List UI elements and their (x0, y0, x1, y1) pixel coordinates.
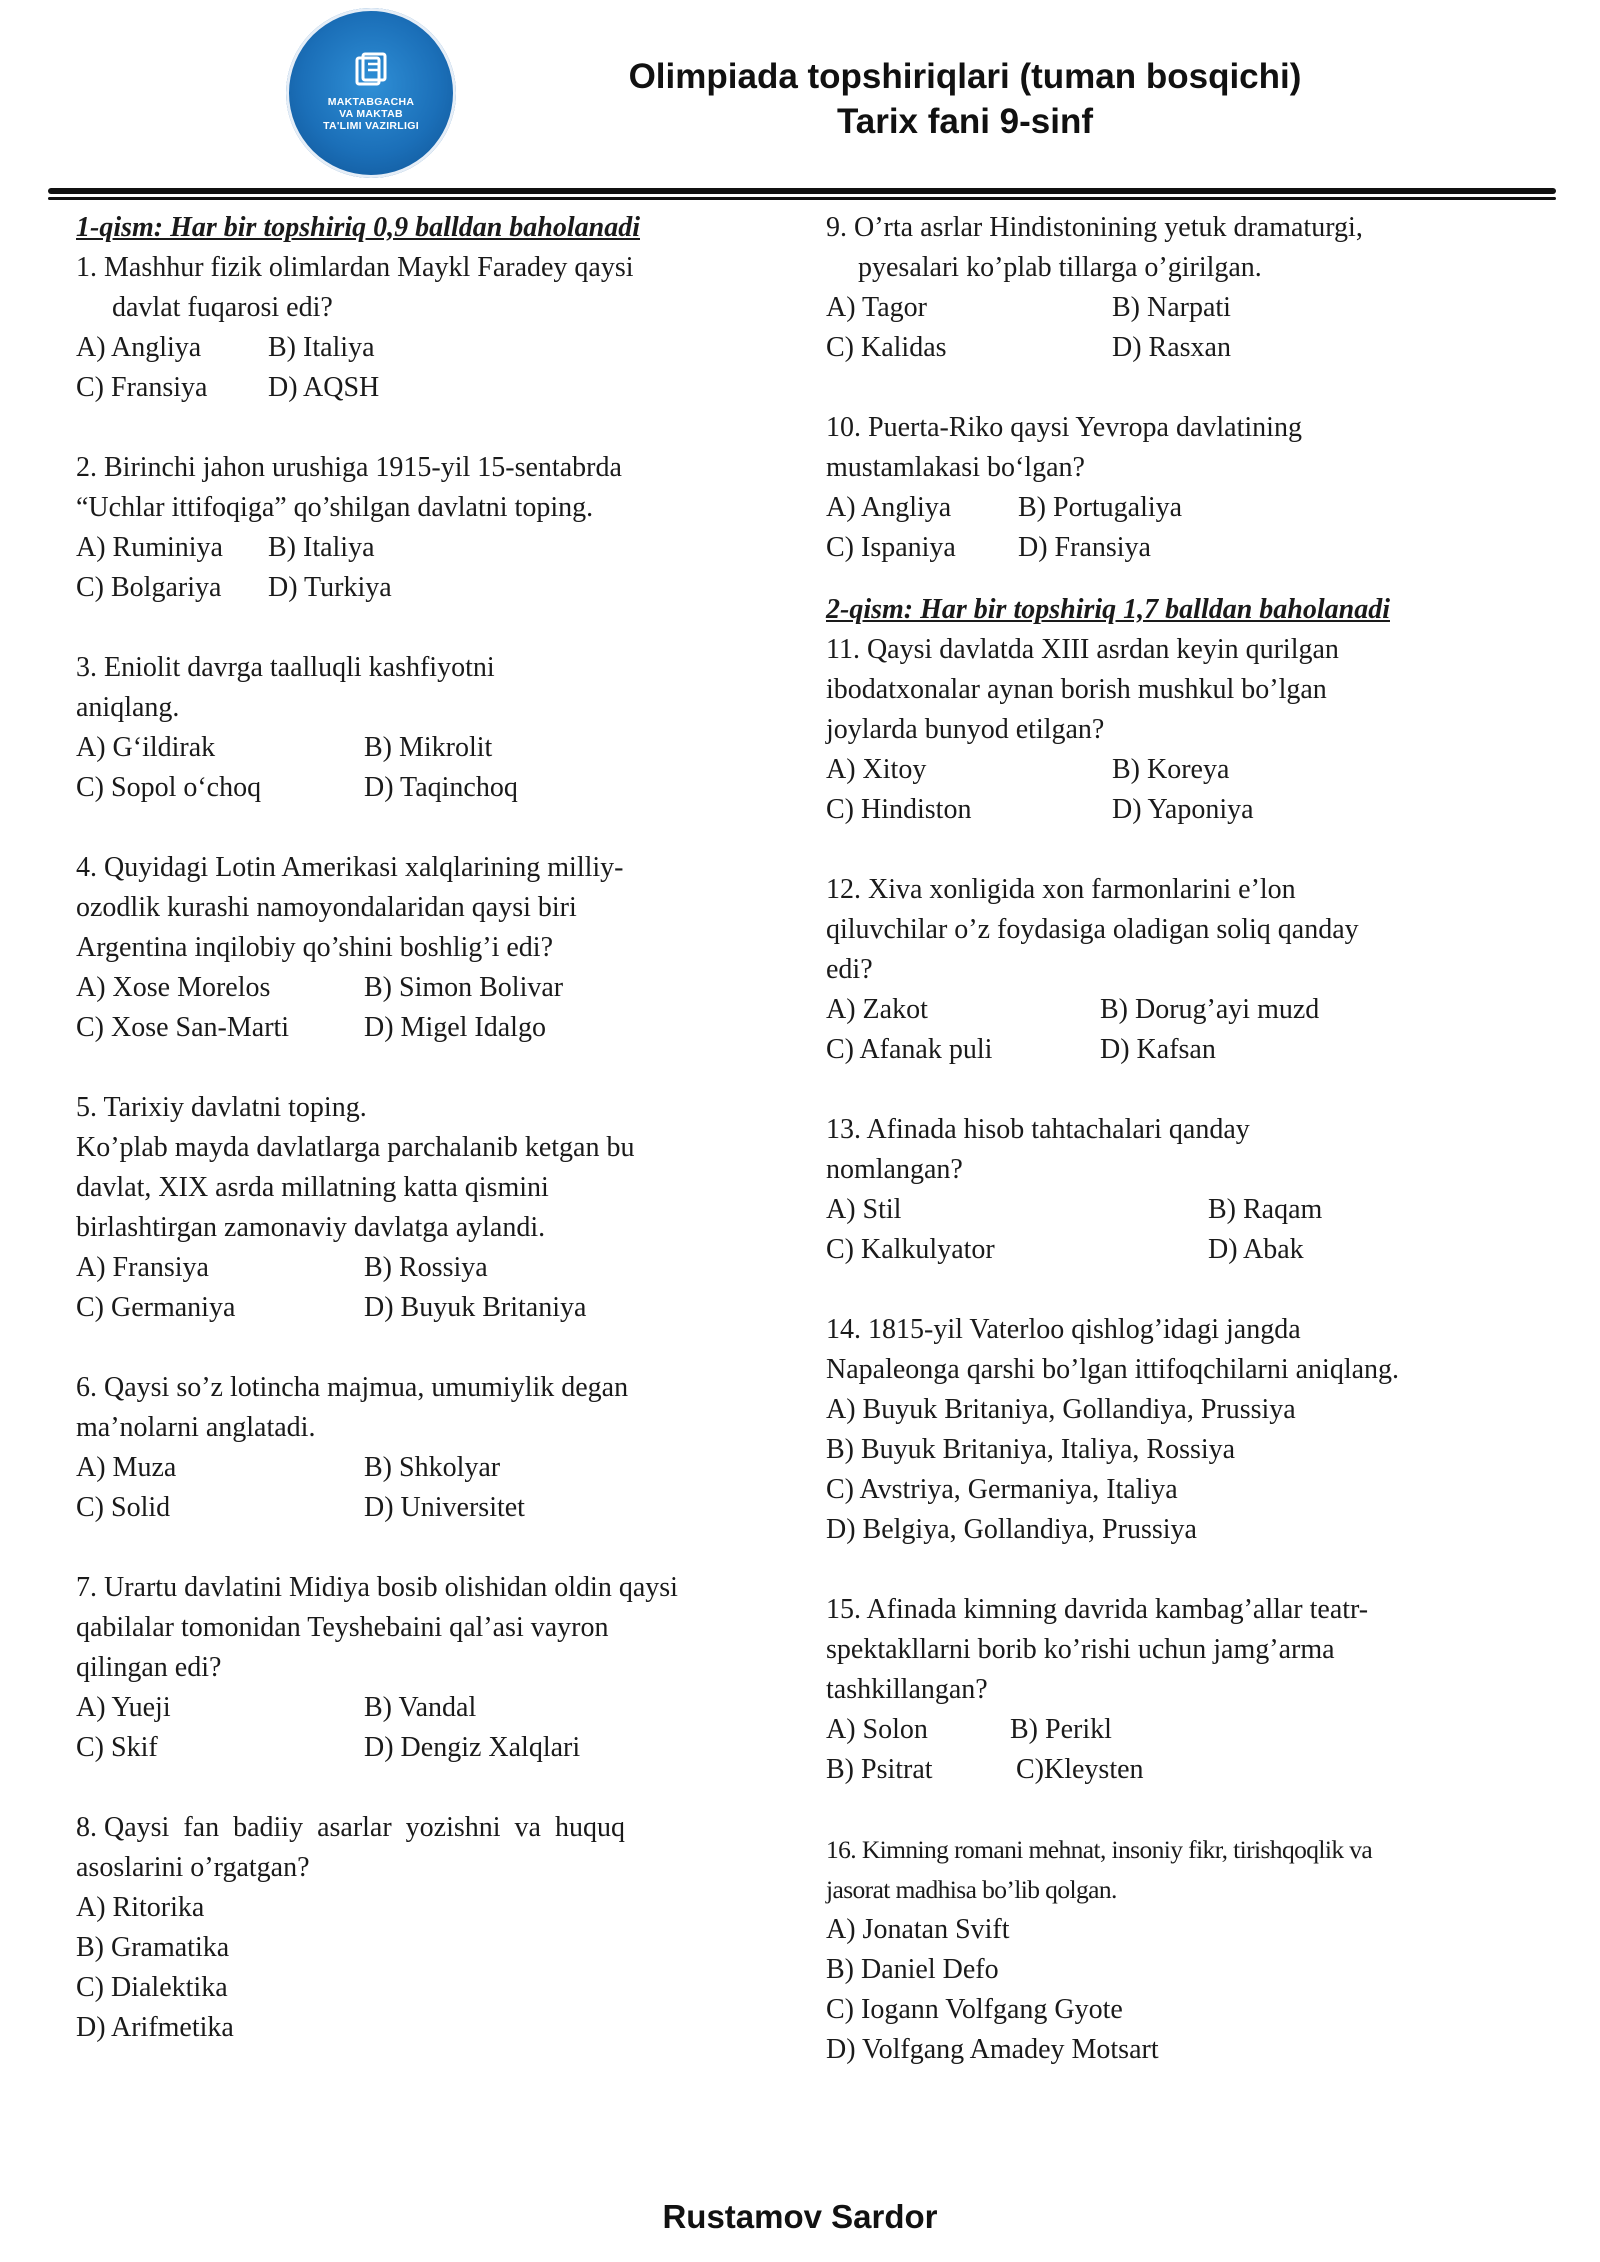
question-text: “Uchlar ittifoqiga” qo’shilgan davlatni toping. (76, 492, 594, 523)
logo-text-line: VA MAKTAB (339, 108, 403, 120)
option-a: A) Angliya (826, 492, 952, 523)
question-12 (826, 870, 1526, 1070)
option-b: B) Dorug’ayi muzd (1100, 994, 1320, 1025)
option-b: B) Mikrolit (364, 732, 493, 763)
author-name: Rustamov Sardor (662, 2198, 938, 2235)
option-b: B) Portugaliya (1018, 492, 1183, 523)
option-d: D) Rasxan (1112, 332, 1231, 363)
option-c: C) Bolgariya (76, 572, 222, 603)
option-c: C) Solid (76, 1492, 171, 1523)
option-b: B) Daniel Defo (826, 1954, 999, 1985)
option-c: C) Hindiston (826, 794, 972, 825)
question-text: qilingan edi? (76, 1652, 222, 1683)
question-text: Ko’plab mayda davlatlarga parchalanib ketgan bu (76, 1132, 635, 1163)
option-a: A) Zakot (826, 994, 928, 1025)
question-text: 15. Afinada kimning davrida kambag’allar teatr- (826, 1594, 1369, 1625)
option-d: D) Taqinchoq (364, 772, 518, 803)
option-d: D) Abak (1208, 1234, 1304, 1265)
option-a: A) Stil (826, 1194, 902, 1225)
option-d: D) Turkiya (268, 572, 392, 603)
option-b: B) Shkolyar (364, 1452, 501, 1483)
option-d: D) Migel Idalgo (364, 1012, 546, 1043)
option-c: C) Skif (76, 1732, 158, 1763)
option-b: B) Gramatika (76, 1932, 230, 1963)
option-c: C) Sopol o‘choq (76, 772, 262, 803)
question-11 (826, 630, 1526, 830)
question-text: 12. Xiva xonligida xon farmonlarini e’lon (826, 874, 1296, 905)
option-c: C) Dialektika (76, 1972, 228, 2003)
logo-text (286, 96, 456, 132)
option-c: C) Ispaniya (826, 532, 956, 563)
question-text: davlat, XIX asrda millatning katta qismini (76, 1172, 549, 1203)
ministry-logo (286, 8, 456, 178)
question-text: qabilalar tomonidan Teyshebaini qal’asi vayron (76, 1612, 609, 1643)
logo-text-line: MAKTABGACHA (327, 96, 415, 108)
option-a: A) Yueji (76, 1692, 171, 1723)
option-a: A) Jonatan Svift (826, 1914, 1010, 1945)
option-c: C) Fransiya (76, 372, 208, 403)
question-text: pyesalari ko’plab tillarga o’girilgan. (858, 252, 1262, 283)
question-text: ibodatxonalar aynan borish mushkul bo’lgan (826, 674, 1327, 705)
question-text: 13. Afinada hisob tahtachalari qanday (826, 1114, 1250, 1145)
question-15 (826, 1590, 1526, 1790)
question-text: birlashtirgan zamonaviy davlatga aylandi. (76, 1212, 546, 1243)
question-text: asoslarini o’rgatgan? (76, 1852, 310, 1883)
header-divider (48, 188, 1556, 194)
option-b: B) Rossiya (364, 1252, 488, 1283)
question-text: 10. Puerta-Riko qaysi Yevropa davlatining (826, 412, 1302, 443)
header-divider-thin (48, 197, 1556, 200)
option-a: A) Ritorika (76, 1892, 205, 1923)
question-text: aniqlang. (76, 692, 180, 723)
option-d: D) Arifmetika (76, 2012, 234, 2043)
option-b: B) Italiya (268, 332, 375, 363)
question-7 (76, 1568, 782, 1768)
option-a: A) Xitoy (826, 754, 927, 785)
right-column (826, 208, 1526, 2070)
option-b: B) Italiya (268, 532, 375, 563)
option-c: C) Xose San-Marti (76, 1012, 290, 1043)
left-column (76, 208, 782, 2048)
question-4 (76, 848, 782, 1048)
question-text: 11. Qaysi davlatda XIII asrdan keyin qurilgan (826, 634, 1339, 665)
question-text: jasorat madhisa bo’lib qolgan. (826, 1875, 1117, 1904)
question-text: edi? (826, 954, 873, 985)
question-text: ozodlik kurashi namoyondalaridan qaysi biri (76, 892, 577, 923)
option-d: D) Kafsan (1100, 1034, 1216, 1065)
option-b: B) Simon Bolivar (364, 972, 564, 1003)
option-c: C) Iogann Volfgang Gyote (826, 1994, 1123, 2025)
option-b: B) Narpati (1112, 292, 1231, 323)
option-d: D) Yaponiya (1112, 794, 1254, 825)
option-c: C) Germaniya (76, 1292, 236, 1323)
question-6 (76, 1368, 782, 1528)
option-b: B) Raqam (1208, 1194, 1323, 1225)
question-5 (76, 1088, 782, 1328)
option-d: D) Belgiya, Gollandiya, Prussiya (826, 1514, 1197, 1545)
option-a: A) Xose Morelos (76, 972, 271, 1003)
option-d: C)Kleysten (1016, 1754, 1144, 1785)
option-d: D) AQSH (268, 372, 380, 403)
question-text: davlat fuqarosi edi? (112, 292, 333, 323)
option-b: B) Perikl (1010, 1714, 1112, 1745)
option-b: B) Vandal (364, 1692, 477, 1723)
question-text: 3. Eniolit davrga taalluqli kashfiyotni (76, 652, 495, 683)
option-a: A) Tagor (826, 292, 927, 323)
option-c: C) Kalidas (826, 332, 947, 363)
section-heading-part1: 1-qism: Har bir topshiriq 0,9 balldan baholanadi (76, 212, 640, 243)
question-text: 6. Qaysi so’z lotincha majmua, umumiylik degan (76, 1372, 629, 1403)
option-c: C) Avstriya, Germaniya, Italiya (826, 1474, 1178, 1505)
page-subtitle: Tarix fani 9-sinf (836, 102, 1094, 141)
question-10 (826, 408, 1526, 568)
option-d: D) Dengiz Xalqlari (364, 1732, 581, 1763)
option-a: A) Muza (76, 1452, 177, 1483)
option-c: B) Psitrat (826, 1754, 933, 1785)
question-text: 1. Mashhur fizik olimlardan Maykl Faradey qaysi (76, 252, 634, 283)
question-text: 14. 1815-yil Vaterloo qishlog’idagi jangda (826, 1314, 1301, 1345)
question-text: 8. Qaysi fan badiiy asarlar yozishni va huquq (76, 1812, 625, 1843)
question-13 (826, 1110, 1526, 1270)
option-a: A) Buyuk Britaniya, Gollandiya, Prussiya (826, 1394, 1296, 1425)
option-b: B) Buyuk Britaniya, Italiya, Rossiya (826, 1434, 1236, 1465)
question-text: tashkillangan? (826, 1674, 988, 1705)
question-3 (76, 648, 782, 808)
question-8 (76, 1808, 782, 2048)
logo-text-line: TA'LIMI VAZIRLIGI (323, 120, 419, 132)
question-text: 4. Quyidagi Lotin Amerikasi xalqlarining milliy- (76, 852, 624, 883)
question-14 (826, 1310, 1526, 1550)
option-a: A) Angliya (76, 332, 202, 363)
question-text: spektakllarni borib ko’rishi uchun jamg’arma (826, 1634, 1335, 1665)
question-16 (826, 1830, 1526, 2070)
question-text: 16. Kimning romani mehnat, insoniy fikr, tirishqoqlik va (826, 1835, 1373, 1864)
question-1 (76, 248, 782, 408)
option-a: A) Fransiya (76, 1252, 209, 1283)
question-text: joylarda bunyod etilgan? (826, 714, 1105, 745)
question-text: 7. Urartu davlatini Midiya bosib olishidan oldin qaysi (76, 1572, 678, 1603)
question-2 (76, 448, 782, 608)
question-9 (826, 208, 1526, 368)
question-text: 9. O’rta asrlar Hindistonining yetuk dramaturgi, (826, 212, 1363, 243)
question-text: Napaleonga qarshi bo’lgan ittifoqchilarni aniqlang. (826, 1354, 1400, 1385)
question-text: ma’nolarni anglatadi. (76, 1412, 316, 1443)
question-text: mustamlakasi bo‘lgan? (826, 452, 1085, 483)
option-d: D) Fransiya (1018, 532, 1151, 563)
section-heading-part2: 2-qism: Har bir topshiriq 1,7 balldan baholanadi (826, 594, 1390, 625)
option-d: D) Volfgang Amadey Motsart (826, 2034, 1159, 2065)
option-b: B) Koreya (1112, 754, 1230, 785)
option-d: D) Buyuk Britaniya (364, 1292, 587, 1323)
option-a: A) G‘ildirak (76, 732, 216, 763)
question-text: nomlangan? (826, 1154, 963, 1185)
book-emblem-icon (351, 50, 391, 90)
option-d: D) Universitet (364, 1492, 525, 1523)
page-title: Olimpiada topshiriqlari (tuman bosqichi) (628, 57, 1302, 96)
question-text: qiluvchilar o’z foydasiga oladigan soliq qanday (826, 914, 1359, 945)
option-c: C) Kalkulyator (826, 1234, 995, 1265)
option-a: A) Ruminiya (76, 532, 223, 563)
question-text: Argentina inqilobiy qo’shini boshlig’i edi? (76, 932, 553, 963)
question-text: 5. Tarixiy davlatni toping. (76, 1092, 367, 1123)
option-a: A) Solon (826, 1714, 928, 1745)
option-c: C) Afanak puli (826, 1034, 993, 1065)
question-text: 2. Birinchi jahon urushiga 1915-yil 15-sentabrda (76, 452, 622, 483)
